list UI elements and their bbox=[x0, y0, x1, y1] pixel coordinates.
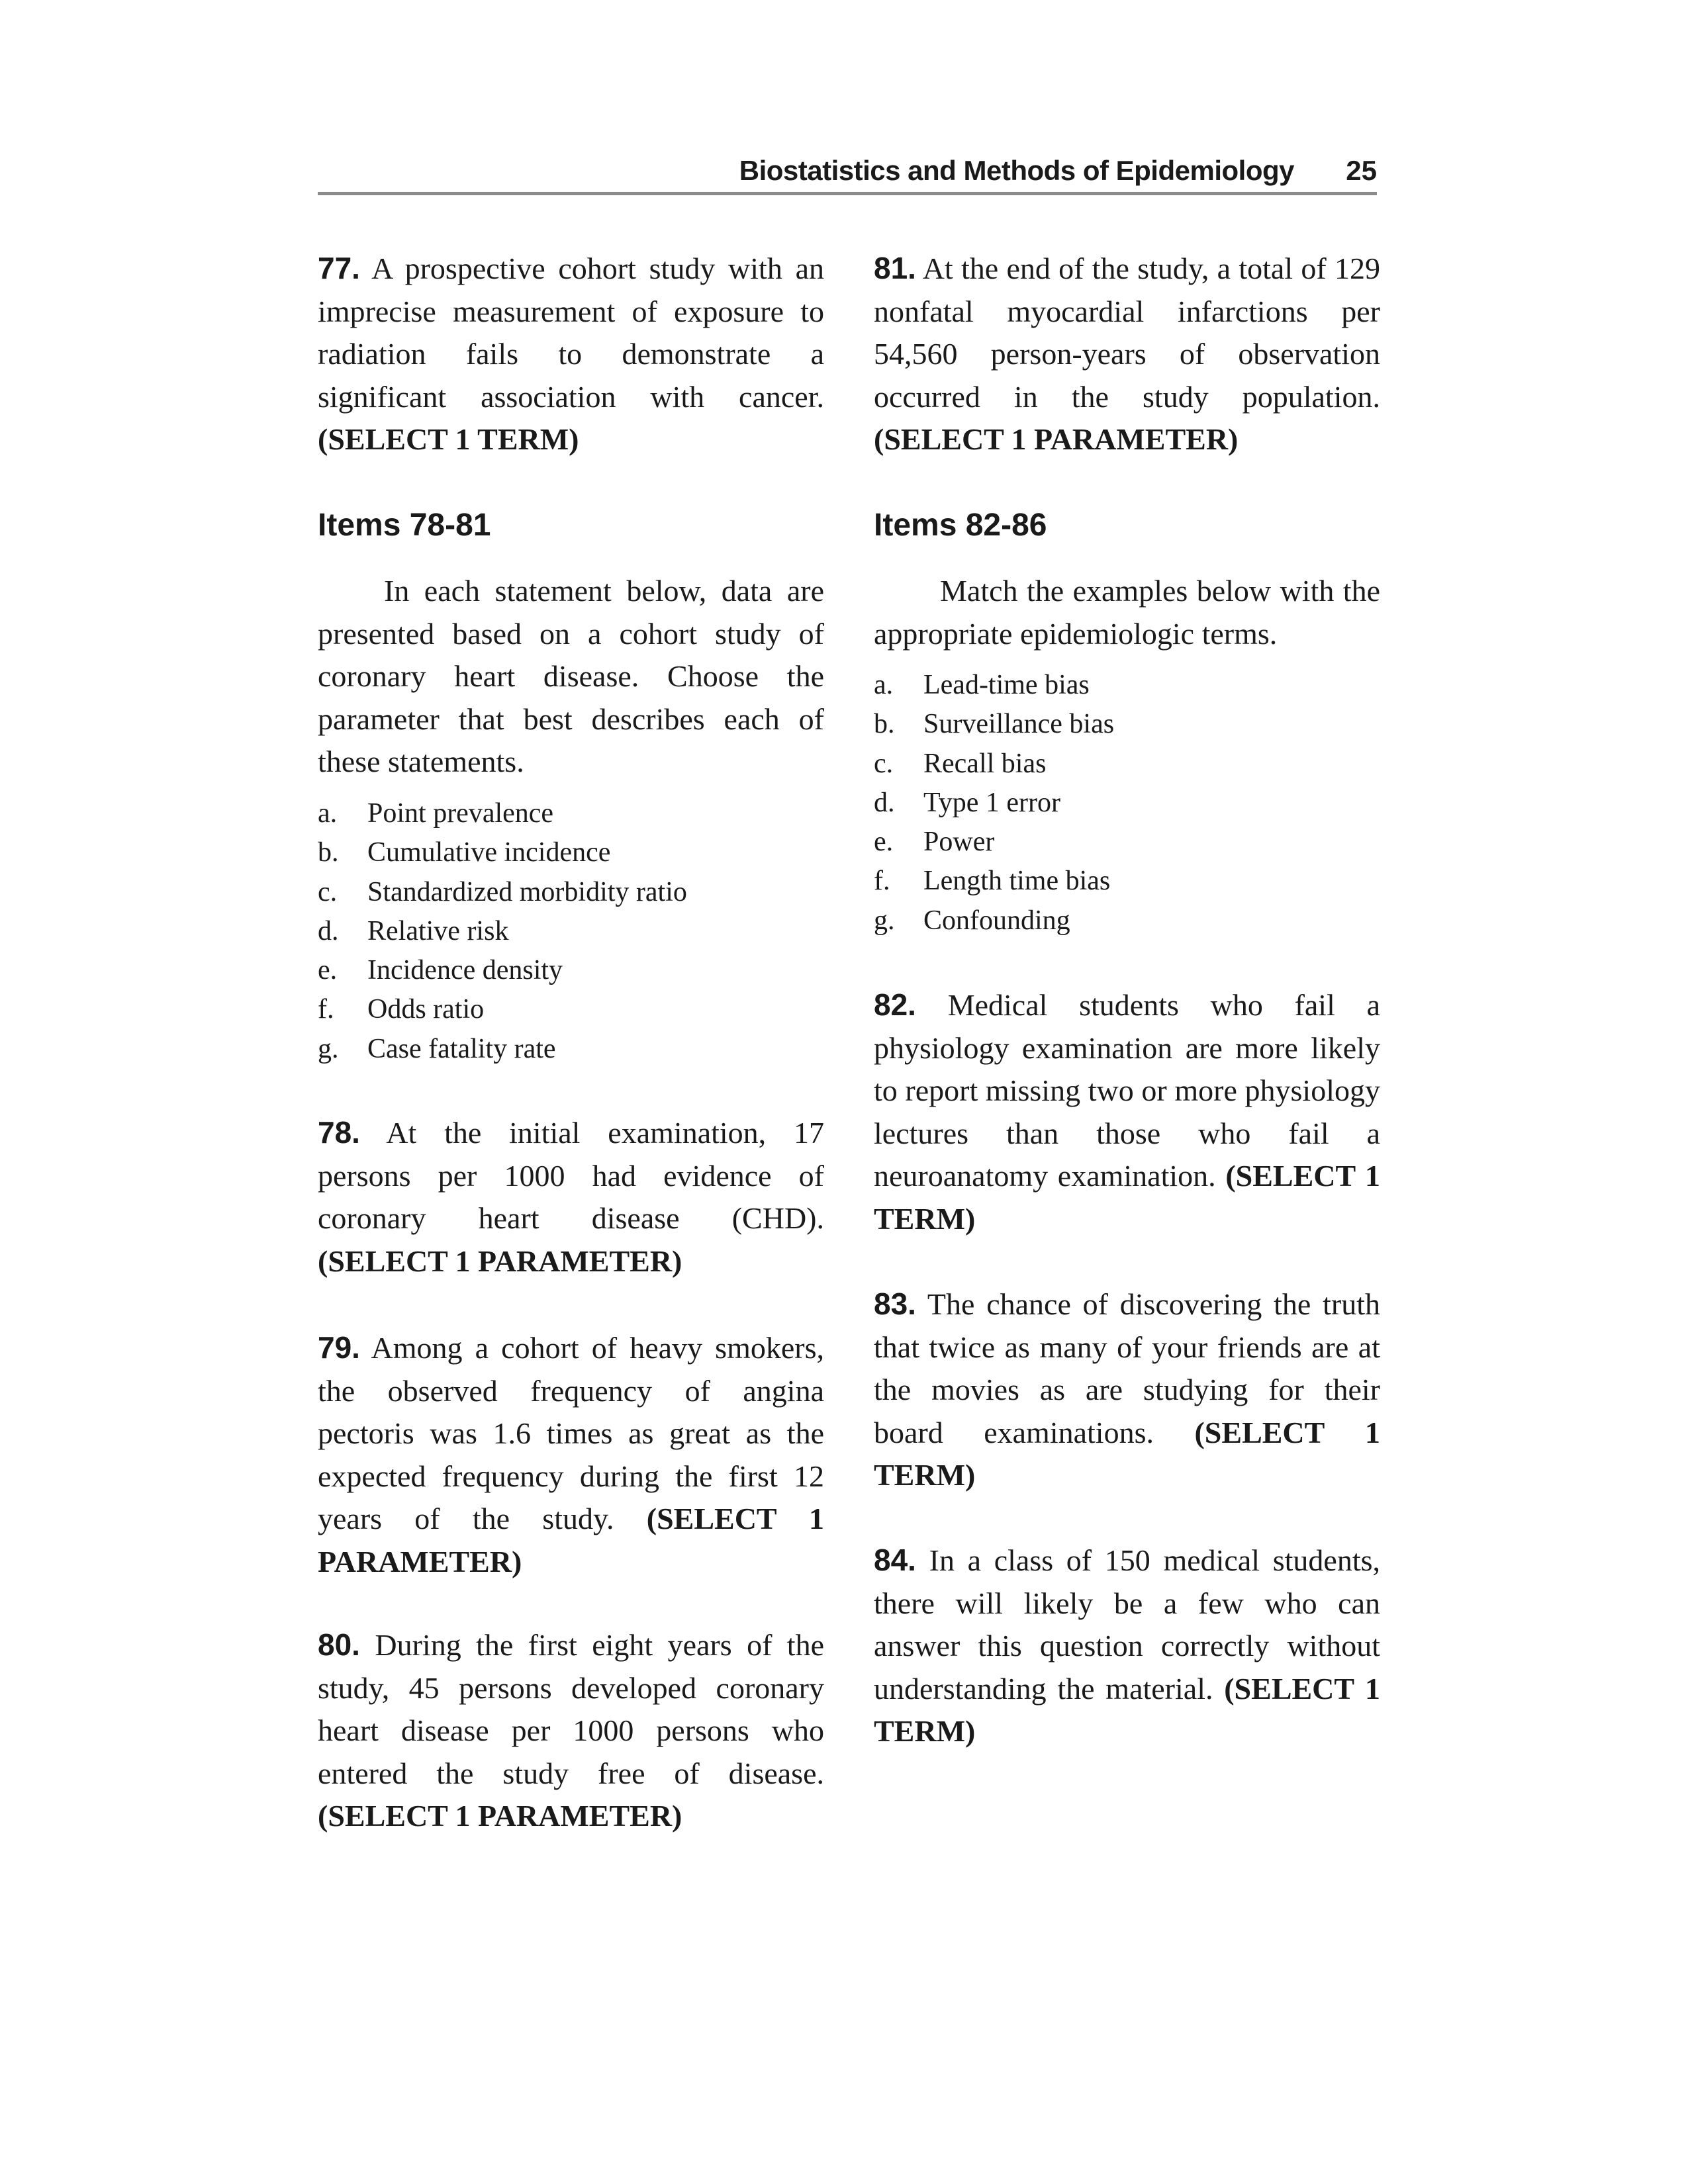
section-heading-82-86: Items 82-86 bbox=[874, 508, 1047, 543]
option-letter: b. bbox=[874, 709, 895, 740]
question-78 bbox=[318, 1111, 824, 1283]
option-label: Odds ratio bbox=[367, 994, 485, 1025]
option-label: Power bbox=[923, 827, 995, 858]
question-text: At the end of the study, a total of 129 nonfatal myocardial infarctions per 54,560 person-years of observation occurred in the study population. bbox=[874, 251, 1380, 414]
option-item bbox=[874, 862, 1380, 901]
option-item bbox=[318, 1030, 824, 1069]
section-heading-78-81: Items 78-81 bbox=[318, 508, 491, 543]
option-letter: c. bbox=[318, 876, 338, 907]
question-84 bbox=[874, 1539, 1380, 1753]
question-instruction: (SELECT 1 PARAMETER) bbox=[318, 1502, 825, 1578]
section-intro-82-86: Match the examples below with the appropriate epidemiologic terms. bbox=[874, 574, 1380, 651]
running-header bbox=[318, 154, 1377, 195]
option-letter: d. bbox=[874, 787, 895, 818]
option-label: Standardized morbidity ratio bbox=[367, 876, 687, 907]
question-number: 78. bbox=[318, 1115, 360, 1150]
option-label: Length time bias bbox=[923, 866, 1111, 897]
question-number: 77. bbox=[318, 251, 360, 285]
option-item bbox=[318, 833, 824, 872]
question-81 bbox=[874, 247, 1380, 461]
question-number: 82. bbox=[874, 987, 916, 1022]
question-number: 79. bbox=[318, 1330, 360, 1365]
option-item bbox=[874, 666, 1380, 705]
question-instruction: (SELECT 1 TERM) bbox=[874, 1415, 1380, 1492]
option-letter: g. bbox=[874, 905, 895, 936]
option-label: Cumulative incidence bbox=[367, 837, 611, 868]
option-letter: c. bbox=[874, 748, 894, 779]
option-letter: e. bbox=[874, 827, 894, 858]
question-text: In a class of 150 medical students, there will likely be a few who can answer this question correctly without understanding the material. bbox=[874, 1543, 1380, 1706]
option-item bbox=[318, 951, 824, 990]
option-letter: b. bbox=[318, 837, 339, 868]
question-text: During the first eight years of the study, 45 persons developed coronary heart disease per 1000 persons who entered the study free of disease. bbox=[318, 1628, 825, 1790]
question-text: Medical students who fail a physiology examination are more likely to report missing two or more physiology lectures than those who fail a neuroanatomy examination. bbox=[874, 988, 1381, 1193]
option-item bbox=[318, 794, 824, 833]
option-letter: e. bbox=[318, 955, 338, 986]
question-instruction: (SELECT 1 TERM) bbox=[874, 1159, 1380, 1236]
option-item bbox=[318, 873, 824, 912]
option-label: Lead-time bias bbox=[923, 670, 1090, 700]
option-item bbox=[318, 990, 824, 1029]
question-text: The chance of discovering the truth that twice as many of your friends are at the movies as are studying for their board examinations. bbox=[874, 1287, 1380, 1449]
section-intro-78-81: In each statement below, data are presented based on a cohort study of coronary heart disease. Choose the parameter that best describes each of these statements. bbox=[318, 574, 824, 778]
question-number: 81. bbox=[874, 251, 916, 285]
option-item bbox=[874, 823, 1380, 862]
question-number: 80. bbox=[318, 1627, 360, 1662]
header-title: Biostatistics and Methods of Epidemiology bbox=[739, 155, 1294, 186]
option-letter: a. bbox=[318, 798, 338, 829]
question-number: 83. bbox=[874, 1287, 916, 1321]
option-letter: d. bbox=[318, 915, 339, 946]
option-item bbox=[318, 912, 824, 951]
options-list-82-86 bbox=[874, 666, 1380, 940]
options-list-78-81 bbox=[318, 794, 824, 1069]
question-number: 84. bbox=[874, 1543, 916, 1577]
question-instruction: (SELECT 1 PARAMETER) bbox=[874, 422, 1239, 456]
option-label: Relative risk bbox=[367, 915, 509, 946]
question-instruction: (SELECT 1 TERM) bbox=[318, 422, 579, 456]
question-82 bbox=[874, 983, 1380, 1240]
question-instruction: (SELECT 1 PARAMETER) bbox=[318, 1799, 682, 1833]
question-text: At the initial examination, 17 persons per 1000 had evidence of coronary heart disease (CHD). bbox=[318, 1116, 825, 1235]
option-item bbox=[874, 745, 1380, 784]
option-item bbox=[874, 705, 1380, 744]
question-77 bbox=[318, 247, 824, 461]
option-letter: f. bbox=[318, 994, 334, 1025]
option-item bbox=[874, 784, 1380, 823]
option-letter: f. bbox=[874, 866, 890, 897]
question-instruction: (SELECT 1 PARAMETER) bbox=[318, 1244, 682, 1278]
option-label: Type 1 error bbox=[923, 787, 1060, 818]
question-instruction: (SELECT 1 TERM) bbox=[874, 1671, 1380, 1748]
option-label: Recall bias bbox=[923, 748, 1047, 779]
page-number: 25 bbox=[1346, 155, 1377, 186]
question-text: Among a cohort of heavy smokers, the observed frequency of angina pectoris was 1.6 times as great as the expected frequency during the first 12 years of the study. bbox=[318, 1331, 824, 1535]
option-label: Confounding bbox=[923, 905, 1070, 936]
question-text: A prospective cohort study with an imprecise measurement of exposure to radiation fails to demonstrate a significant association with cancer. bbox=[318, 251, 825, 414]
option-item bbox=[874, 901, 1380, 940]
question-80 bbox=[318, 1623, 824, 1838]
option-label: Incidence density bbox=[367, 955, 563, 986]
option-letter: a. bbox=[874, 670, 894, 700]
option-label: Point prevalence bbox=[367, 798, 554, 829]
option-letter: g. bbox=[318, 1033, 339, 1064]
question-79 bbox=[318, 1326, 824, 1583]
option-label: Surveillance bias bbox=[923, 709, 1115, 740]
question-83 bbox=[874, 1283, 1380, 1497]
option-label: Case fatality rate bbox=[367, 1033, 556, 1064]
